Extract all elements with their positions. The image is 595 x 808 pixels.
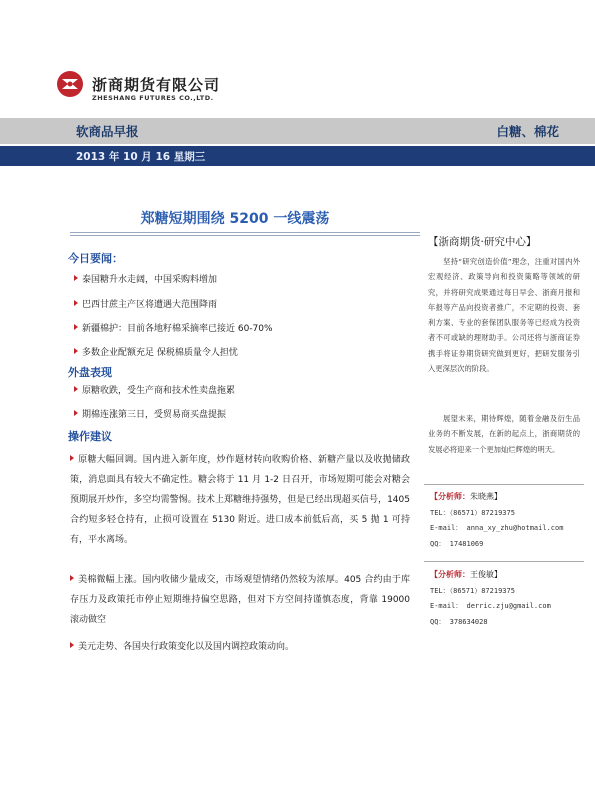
news-item: 多数企业配额充足 保税棉质量令人担忧	[74, 346, 414, 360]
bullet-arrow-icon	[70, 455, 74, 461]
bullet-arrow-icon	[74, 348, 78, 354]
advice-section-title: 操作建议	[68, 430, 112, 443]
analyst-1-qq: QQ： 17481069	[430, 540, 484, 548]
commodity-label: 白糖、棉花	[496, 124, 559, 139]
bullet-arrow-icon	[74, 300, 78, 306]
company-logo-icon	[56, 70, 84, 98]
analyst-1-email[interactable]: E-mail： anna_xy_zhu@hotmail.com	[430, 524, 564, 532]
news-item: 新疆棉护：目前各地籽棉采摘率已接近 60-70%	[74, 322, 414, 336]
analyst-divider	[424, 561, 584, 562]
market-item: 期棉连涨第三日，受贸易商买盘提振	[74, 408, 414, 422]
advice-paragraph: 原糖大幅回调。国内进入新年度，炒作题材转向收购价格、新糖产量以及收抛储政策，消息面具有较大不确定性。糖会将于 11 月 1-2 日召开，市场短期可能会对糖会预期展开炒作，多空均需警惕。技术上郑糖维持强势，但是已经出现超买信号，1405 合约短多轻仓持有，止损可设置在 5130 附近。进口成本前低后高，买 5 抛 1 可持有，平水离场。	[70, 455, 410, 545]
news-item: 巴西甘蔗主产区将遭遇大范围降雨	[74, 298, 414, 312]
bullet-arrow-icon	[74, 410, 78, 416]
research-center-title: 【浙商期货·研究中心】	[428, 236, 537, 248]
company-name-en: ZHESHANG FUTURES CO.,LTD.	[92, 94, 214, 102]
analyst-divider	[424, 484, 584, 485]
analyst-2-label: 【分析师：王俊敏】	[430, 570, 502, 579]
research-center-outlook: 展望未来，期待辉煌，随着金融及衍生品业务的不断发展，在新的起点上，浙商期货的发展必将迎来一个更加灿烂辉煌的明天。	[428, 414, 580, 454]
company-name-cn: 浙商期货有限公司	[92, 76, 221, 94]
market-item: 原糖收跌，受生产商和技术性卖盘拖累	[74, 384, 414, 398]
advice-paragraph: 美元走势、各国央行政策变化以及国内调控政策动向。	[70, 637, 410, 657]
market-section-title: 外盘表现	[68, 366, 112, 379]
report-date: 2013 年 10 月 16 星期三	[76, 151, 206, 163]
report-type: 软商品早报	[76, 124, 139, 139]
bullet-arrow-icon	[70, 575, 74, 581]
news-section-title: 今日要闻：	[68, 252, 123, 265]
analyst-2-qq: QQ： 378634028	[430, 618, 488, 626]
headline-divider	[70, 232, 420, 233]
bullet-arrow-icon	[74, 275, 78, 281]
report-headline: 郑糖短期围绕 5200 一线震荡	[140, 211, 330, 227]
analyst-2-tel: TEL：（86571）87219375	[430, 587, 515, 595]
analyst-2-email[interactable]: E-mail： derric.zju@gmail.com	[430, 602, 551, 610]
analyst-1-label: 【分析师：朱晓燕】	[430, 492, 502, 501]
bullet-arrow-icon	[74, 386, 78, 392]
bullet-arrow-icon	[74, 324, 78, 330]
analyst-1-tel: TEL：（86571）87219375	[430, 509, 515, 517]
advice-paragraph: 美棉微幅上涨。国内收储少量成交，市场观望情绪仍然较为浓厚。405 合约由于库存压力及政策托市停止短期维持偏空思路，但对下方空间持谨慎态度，背靠 19000 滚动做空	[70, 575, 410, 625]
bullet-arrow-icon	[70, 642, 74, 648]
headline-divider	[70, 235, 420, 236]
news-item: 泰国糖升水走阔，中国采购料增加	[74, 273, 414, 287]
research-center-intro: 坚持“研究创造价值”理念，注重对国内外宏观经济、政策导向和投资策略等领域的研究，并将研究成果通过每日早会、浙商月报和年报等产品向投资者推广，不定期的投资、套利方案、专业的套保团队服务等已经成为投资者不可或缺的理财助手。公司还将与浙商证券携手将证券期货研究做到更好，把研发服务引入更深层次的阶段。	[428, 257, 580, 374]
